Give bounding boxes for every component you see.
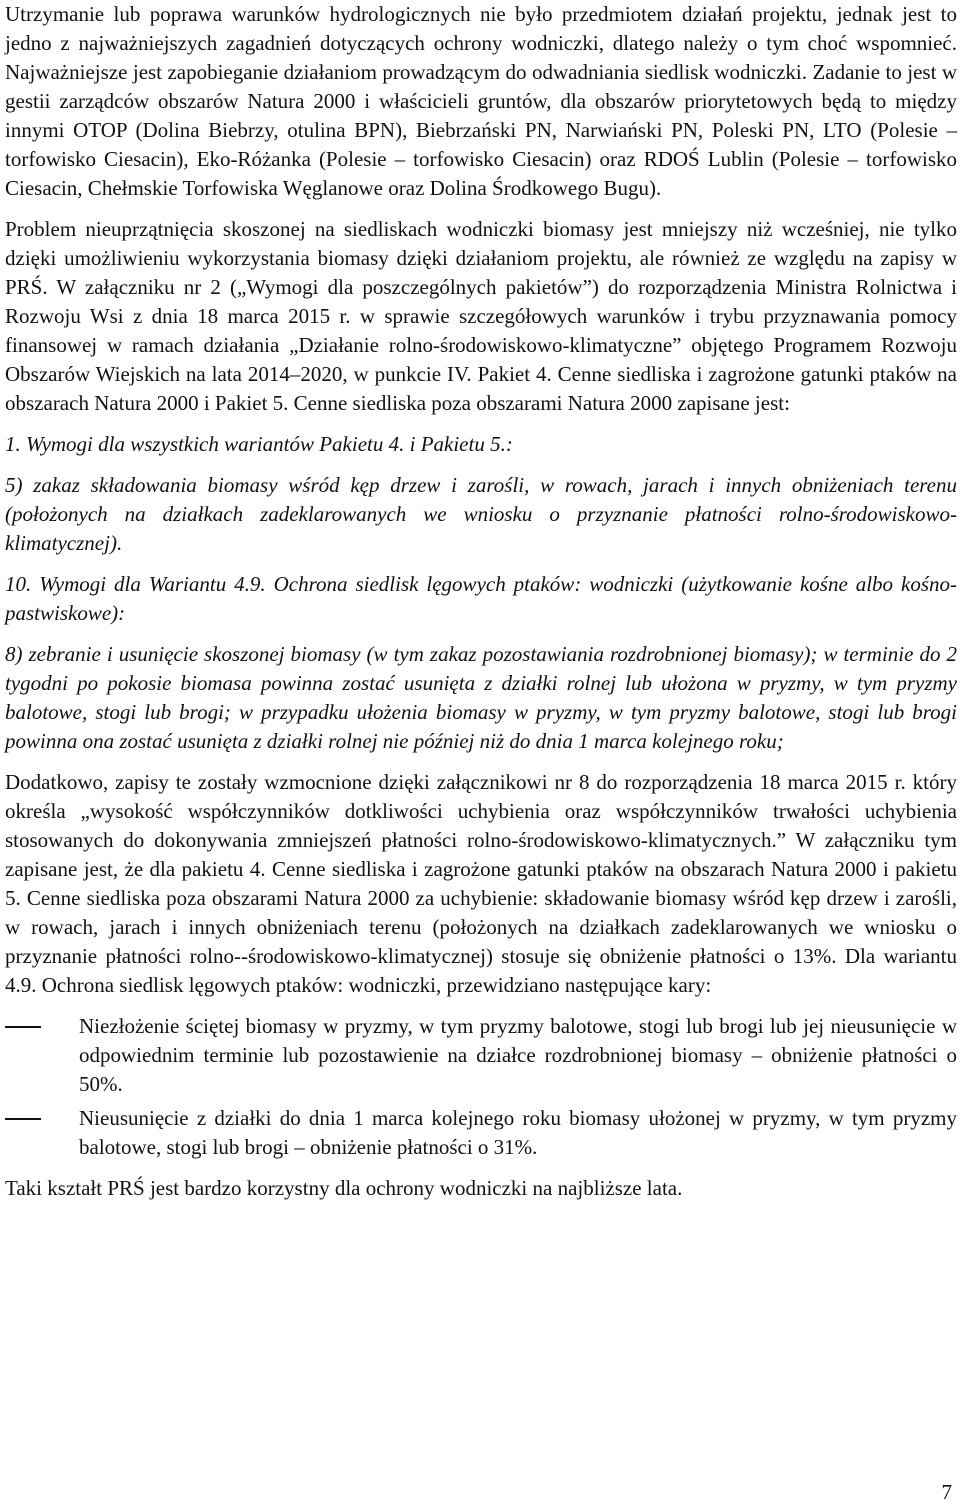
document-page [5,0,957,1215]
paragraph-variant-heading: 10. Wymogi dla Wariantu 4.9. Ochrona siedlisk lęgowych ptaków: wodniczki (użytkowanie kośne albo kośno-pastwiskowe): [5,572,957,625]
paragraph-biomass-problem: Problem nieuprzątnięcia skoszonej na siedliskach wodniczki biomasy jest mniejszy niż wcześniej, nie tylko dzięki umożliwieniu wykorzystania biomasy dzięki działaniom projektu, ale również ze względu na zapisy w PRŚ. W załączniku nr 2 („Wymogi dla poszczególnych pakietów”) do rozporządzenia Ministra Rolnictwa i Rozwoju Wsi z dnia 18 marca 2015 r. w sprawie szczegółowych warunków i trybu przyznawania pomocy finansowej w ramach działania „Działanie rolno-środowiskowo-klimatyczne” objętego Programem Rozwoju Obszarów Wiejskich na lata 2014–2020, w punkcie IV. Pakiet 4. Cenne siedliska i zagrożone gatunki ptaków na obszarach Natura 2000 i Pakiet 5. Cenne siedliska poza obszarami Natura 2000 zapisane jest: [5,217,957,415]
paragraph-hydrology: Utrzymanie lub poprawa warunków hydrologicznych nie było przedmiotem działań projektu, jednak jest to jedno z najważniejszych zagadnień dotyczących ochrony wodniczki, dlatego należy o tym choć wspomnieć. Najważniejsze jest zapobieganie działaniom prowadzącym do odwadniania siedlisk wodniczki. Zadanie to jest w gestii zarządców obszarów Natura 2000 i właścicieli gruntów, dla obszarów priorytetowych będą to między innymi OTOP (Dolina Biebrzy, otulina BPN), Biebrzański PN, Narwiański PN, Poleski PN, LTO (Polesie – torfowisko Ciesacin), Eko-Różanka (Polesie – torfowisko Ciesacin) oraz RDOŚ Lublin (Polesie – torfowisko Ciesacin, Chełmskie Torfowiska Węglanowe oraz Dolina Środkowego Bugu). [5,2,957,200]
page-number: 7 [941,1480,952,1504]
penalty-list [5,1012,957,1162]
paragraph-conclusion: Taki kształt PRŚ jest bardzo korzystny dla ochrony wodniczki na najbliższe lata. [5,1176,683,1200]
list-item [5,1104,957,1162]
dash-bullet-icon [5,1026,41,1028]
paragraph-requirements-heading: 1. Wymogi dla wszystkich wariantów Pakietu 4. i Pakietu 5.: [5,432,513,456]
paragraph-additional-penalties: Dodatkowo, zapisy te zostały wzmocnione dzięki załącznikowi nr 8 do rozporządzenia 18 marca 2015 r. który określa „wysokość współczynników dotkliwości uchybienia oraz współczynników trwałości uchybienia stosowanych do dokonywania zmniejszeń płatności rolno-środowiskowo-klimatycznych.” W załączniku tym zapisane jest, że dla pakietu 4. Cenne siedliska i zagrożone gatunki ptaków na obszarach Natura 2000 i pakietu 5. Cenne siedliska poza obszarami Natura 2000 za uchybienie: składowanie biomasy wśród kęp drzew i zarośli, w rowach, jarach i innych obniżeniach terenu (położonych na działkach zadeklarowanych we wniosku o przyznanie płatności rolno--środowiskowo-klimatycznej) stosuje się obniżenie płatności o 13%. Dla wariantu 4.9. Ochrona siedlisk lęgowych ptaków: wodniczki, przewidziano następujące kary: [5,770,957,997]
list-item [5,1012,957,1099]
paragraph-requirement-8: 8) zebranie i usunięcie skoszonej biomasy (w tym zakaz pozostawiania rozdrobnionej biomasy); w terminie do 2 tygodni po pokosie biomasa powinna zostać usunięta z działki rolnej lub ułożona w pryzmy, w tym pryzmy balotowe, stogi lub brogi; w przypadku ułożenia biomasy w pryzmy, w tym pryzmy balotowe, stogi lub brogi powinna ona zostać usunięta z działki rolnej nie później niż do dnia 1 marca kolejnego roku; [5,642,957,753]
list-item-text: Niezłożenie ściętej biomasy w pryzmy, w tym pryzmy balotowe, stogi lub brogi lub jej nieusunięcie w odpowiednim terminie lub pozostawienie na działce rozdrobnionej biomasy – obniżenie płatności o 50%. [79,1014,957,1096]
paragraph-requirement-5: 5) zakaz składowania biomasy wśród kęp drzew i zarośli, w rowach, jarach i innych obniżeniach terenu (położonych na działkach zadeklarowanych we wniosku o przyznanie płatności rolno-środowiskowo-klimatycznej). [5,473,957,555]
list-item-text: Nieusunięcie z działki do dnia 1 marca kolejnego roku biomasy ułożonej w pryzmy, w tym pryzmy balotowe, stogi lub brogi – obniżenie płatności o 31%. [79,1106,957,1159]
dash-bullet-icon [5,1118,41,1120]
